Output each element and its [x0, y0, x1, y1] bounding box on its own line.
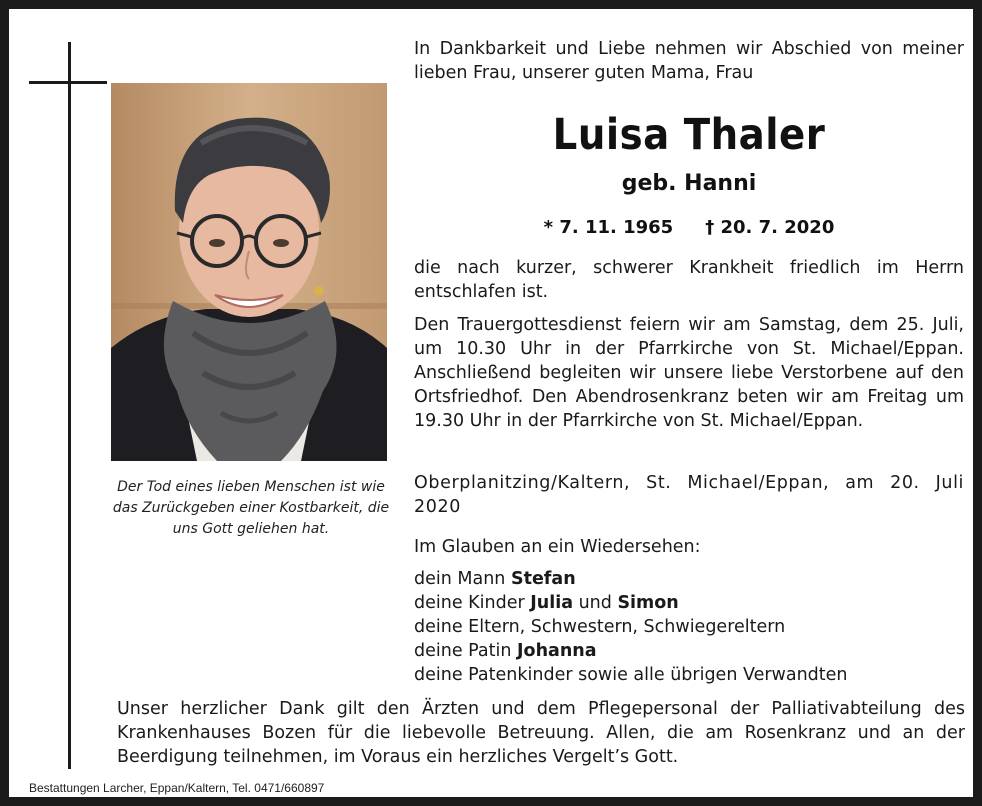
family-relation: deine Patin [414, 641, 518, 661]
death-date: † 20. 7. 2020 [705, 217, 835, 238]
intro-text: In Dankbarkeit und Liebe nehmen wir Abschied von meiner lieben Frau, unserer guten Mama, Frau [414, 39, 964, 83]
family-name: Johanna [517, 641, 597, 661]
maiden-name: geb. Hanni [621, 171, 757, 196]
family-line: deine Eltern, Schwestern, Schwiegereltern [414, 617, 786, 637]
family-relation: dein Mann [414, 569, 511, 589]
cross-icon-bar [29, 81, 107, 84]
family-name: Stefan [510, 569, 576, 589]
family-name: Simon [617, 593, 679, 613]
family-list [414, 567, 964, 687]
portrait-photo [111, 83, 387, 461]
thanks-text: Unser herzlicher Dank gilt den Ärzten und dem Pflegepersonal der Palliativabteilung des Krankenhauses Bozen für die liebevolle Betreuung. Allen, die am Rosenkranz und an der Beerdigung teilnehmen, im Voraus ein herzliches Vergelt’s Gott. [117, 699, 965, 767]
life-dates [414, 215, 964, 241]
faith-line: Im Glauben an ein Wiedersehen: [414, 537, 701, 557]
birth-date: * 7. 11. 1965 [543, 217, 674, 238]
place-date: Oberplanitzing/Kaltern, St. Michael/Eppan, am 20. Juli 2020 [414, 473, 964, 517]
family-conjunction: und [573, 593, 618, 613]
family-line: deine Patenkinder sowie alle übrigen Verwandten [414, 665, 848, 685]
family-name: Julia [530, 593, 574, 613]
cross-icon [68, 42, 71, 769]
passing-text: die nach kurzer, schwerer Krankheit friedlich im Herrn entschlafen ist. [414, 258, 964, 302]
memorial-quote: Der Tod eines lieben Menschen ist wie das Zurückgeben einer Kostbarkeit, die uns Gott geliehen hat. [112, 479, 390, 537]
family-relation: deine Kinder [414, 593, 531, 613]
service-info: Den Trauergottesdienst feiern wir am Samstag, dem 25. Juli, um 10.30 Uhr in der Pfarrkirche von St. Michael/Eppan. Anschließend begleiten wir unsere liebe Verstorbene auf den Ortsfriedhof. Den Abendrosenkranz beten wir am Freitag um 19.30 Uhr in der Pfarrkirche von St. Michael/Eppan. [414, 315, 964, 431]
deceased-name: Luisa Thaler [552, 110, 826, 160]
family-line [414, 567, 964, 591]
funeral-home-footer: Bestattungen Larcher, Eppan/Kaltern, Tel. 0471/660897 [29, 781, 325, 795]
family-line [414, 639, 964, 663]
family-line [414, 591, 964, 615]
